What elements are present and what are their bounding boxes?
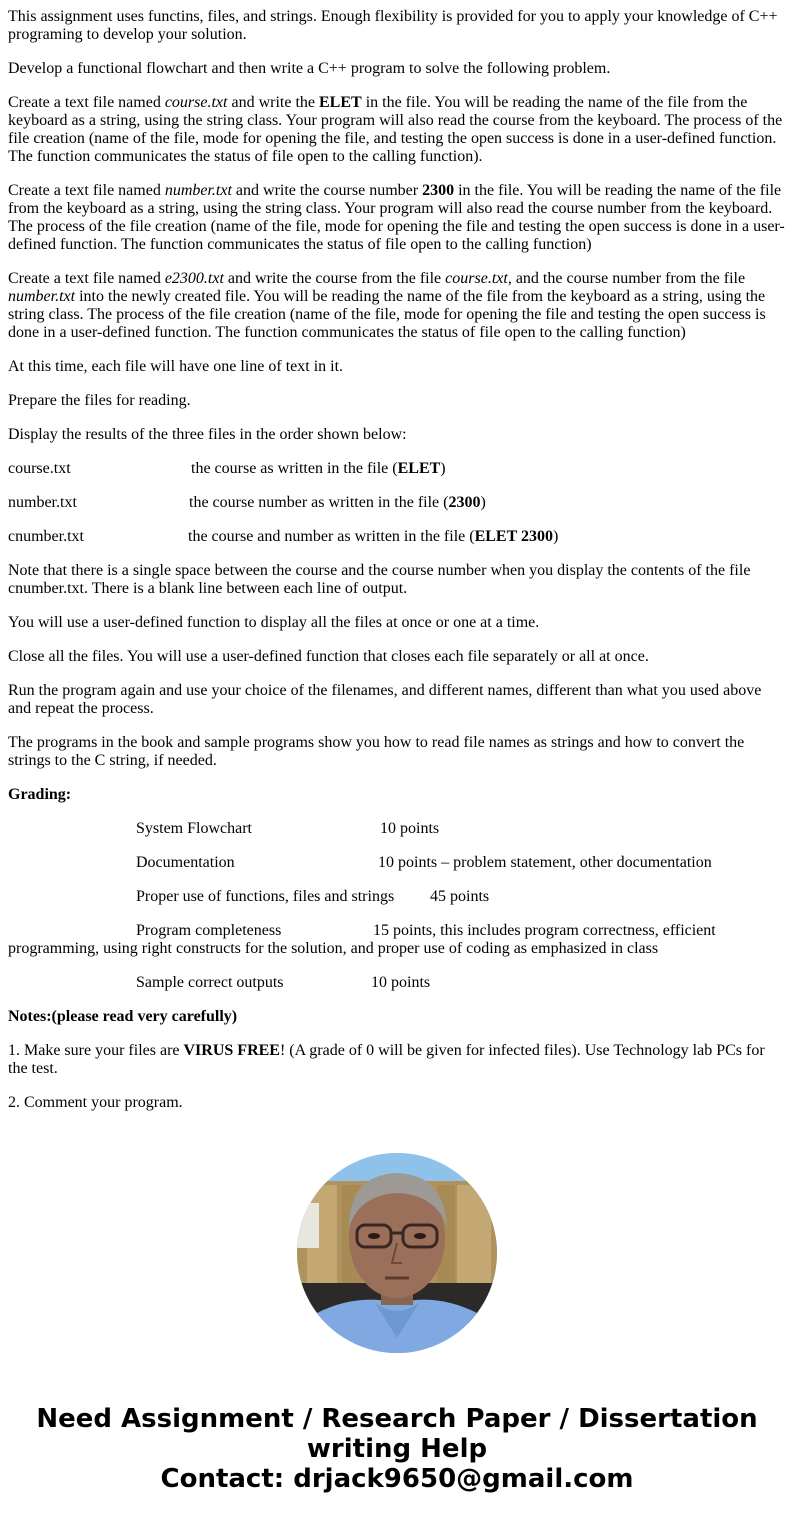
grading-heading-text: Grading: [8, 786, 72, 803]
output-row-number [8, 494, 786, 512]
grading-item-points: 45 points [430, 888, 490, 905]
task-paragraph: Develop a functional flowchart and then write a C++ program to solve the following problem. [8, 60, 611, 77]
note-2: 2. Comment your program. [8, 1094, 183, 1111]
step3-paragraph [8, 270, 786, 342]
output-close: ) [440, 460, 446, 477]
output-filename: cnumber.txt [8, 528, 84, 545]
grading-item [8, 922, 786, 958]
close-function-note: Close all the files. You will use a user-defined function that closes each file separately or all at once. [8, 648, 649, 665]
prepare-note: Prepare the files for reading. [8, 392, 191, 409]
grading-item-continuation: programming, using right constructs for the solution, and proper use of coding as emphasized in class [8, 940, 659, 957]
output-description [189, 494, 486, 512]
promo-line-1: Need Assignment / Research Paper / Dissertation [36, 1404, 758, 1434]
output-value: 2300 [448, 494, 481, 511]
step3-src1: course.txt [445, 270, 508, 287]
grading-item [8, 888, 786, 906]
step3-file: e2300.txt [164, 270, 224, 287]
grading-item [8, 854, 786, 872]
notes-heading [8, 1008, 786, 1026]
note1-bold: VIRUS FREE [183, 1042, 280, 1059]
output-desc-text: the course as written in the file ( [191, 460, 398, 477]
step2-value: 2300 [422, 182, 455, 199]
note-1 [8, 1042, 786, 1078]
grading-heading [8, 786, 786, 804]
display-function-note: You will use a user-defined function to display all the files at once or one at a time. [8, 614, 540, 631]
grading-item [8, 974, 786, 992]
output-filename: number.txt [8, 494, 77, 511]
intro-paragraph: This assignment uses functins, files, and strings. Enough flexibility is provided for you to apply your knowledge of C++ programing to develop your solution. [8, 8, 778, 43]
step1-pre: Create a text file named [8, 94, 165, 111]
step3-post: into the newly created file. You will be reading the name of the file from the keyboard as a string, using the string class. The process of the file creation (name of the file, mode for opening the file and testing the open success is done in a user-defined function. The function communicates the status of file open to the calling function) [8, 288, 766, 341]
step3-mid2: , and the course number from the file [507, 270, 746, 287]
grading-item-name: Sample correct outputs [136, 974, 284, 991]
output-desc-text: the course and number as written in the file ( [188, 528, 475, 545]
grading-item-name: Proper use of functions, files and strings [136, 888, 395, 905]
step1-file: course.txt [164, 94, 228, 111]
step3-src2: number.txt [8, 288, 76, 305]
output-close: ) [480, 494, 486, 511]
output-description [191, 460, 446, 478]
note1-pre: 1. Make sure your files are [8, 1042, 184, 1059]
notes-heading-text: Notes:(please read very carefully) [8, 1008, 238, 1025]
grading-item-points: 10 points [371, 974, 431, 991]
output-filename: course.txt [8, 460, 71, 477]
step1-mid: and write the [227, 94, 319, 111]
grading-item-points: 15 points, this includes program correctness, efficient [373, 922, 716, 939]
grading-item-name: System Flowchart [136, 820, 252, 837]
promo-contact: Contact: drjack9650@gmail.com [160, 1464, 634, 1494]
grading-item-points: 10 points – problem statement, other documentation [378, 854, 712, 871]
display-intro: Display the results of the three files in the order shown below: [8, 426, 407, 443]
output-row-cnumber [8, 528, 786, 546]
line-note: At this time, each file will have one line of text in it. [8, 358, 344, 375]
promo-line-2: writing Help [306, 1434, 488, 1464]
output-value: ELET [397, 460, 441, 477]
step2-post: in the file. You will be reading the name of the file from the keyboard as a string, using the string class. Your program will also read the course number from the keyboard. The process of the file creation (name of the file, mode for opening the file and testing the open success is done in a user-defined function. The function communicates the status of file open to the calling function) [8, 182, 785, 253]
grading-item [8, 820, 786, 838]
output-description [188, 528, 558, 546]
grading-item-name: Program completeness [136, 922, 282, 939]
step1-post: in the file. You will be reading the name of the file from the keyboard as a string, using the string class. Your program will also read the course from the keyboard. The process of the file creation (name of the file, mode for opening the file, and testing the open success is done in a user-defined function. The function communicates the status of file open to the calling function). [8, 94, 783, 165]
grading-item-points: 10 points [380, 820, 440, 837]
step2-mid: and write the course number [231, 182, 423, 199]
step2-file: number.txt [164, 182, 232, 199]
grading-item-name: Documentation [136, 854, 235, 871]
step1-paragraph [8, 94, 786, 166]
step2-paragraph [8, 182, 786, 254]
output-value: ELET 2300 [474, 528, 553, 545]
avatar [297, 1153, 497, 1353]
step1-value: ELET [319, 94, 362, 111]
avatar-portrait-icon [297, 1153, 497, 1353]
promo-banner [0, 1404, 794, 1494]
step2-pre: Create a text file named [8, 182, 165, 199]
run-again-note: Run the program again and use your choice of the filenames, and different names, different than what you used above and repeat the process. [8, 682, 762, 717]
note1-post: ! (A grade of 0 will be given for infected files). Use Technology lab PCs for the test. [8, 1042, 765, 1077]
space-note: Note that there is a single space between the course and the course number when you display the contents of the file cnumber.txt. There is a blank line between each line of output. [8, 562, 751, 597]
output-close: ) [552, 528, 559, 545]
output-desc-text: the course number as written in the file ( [189, 494, 449, 511]
output-row-course [8, 460, 786, 478]
step3-pre: Create a text file named [8, 270, 165, 287]
step3-mid1: and write the course from the file [223, 270, 446, 287]
book-note: The programs in the book and sample programs show you how to read file names as strings and how to convert the strings to the C string, if needed. [8, 734, 745, 769]
